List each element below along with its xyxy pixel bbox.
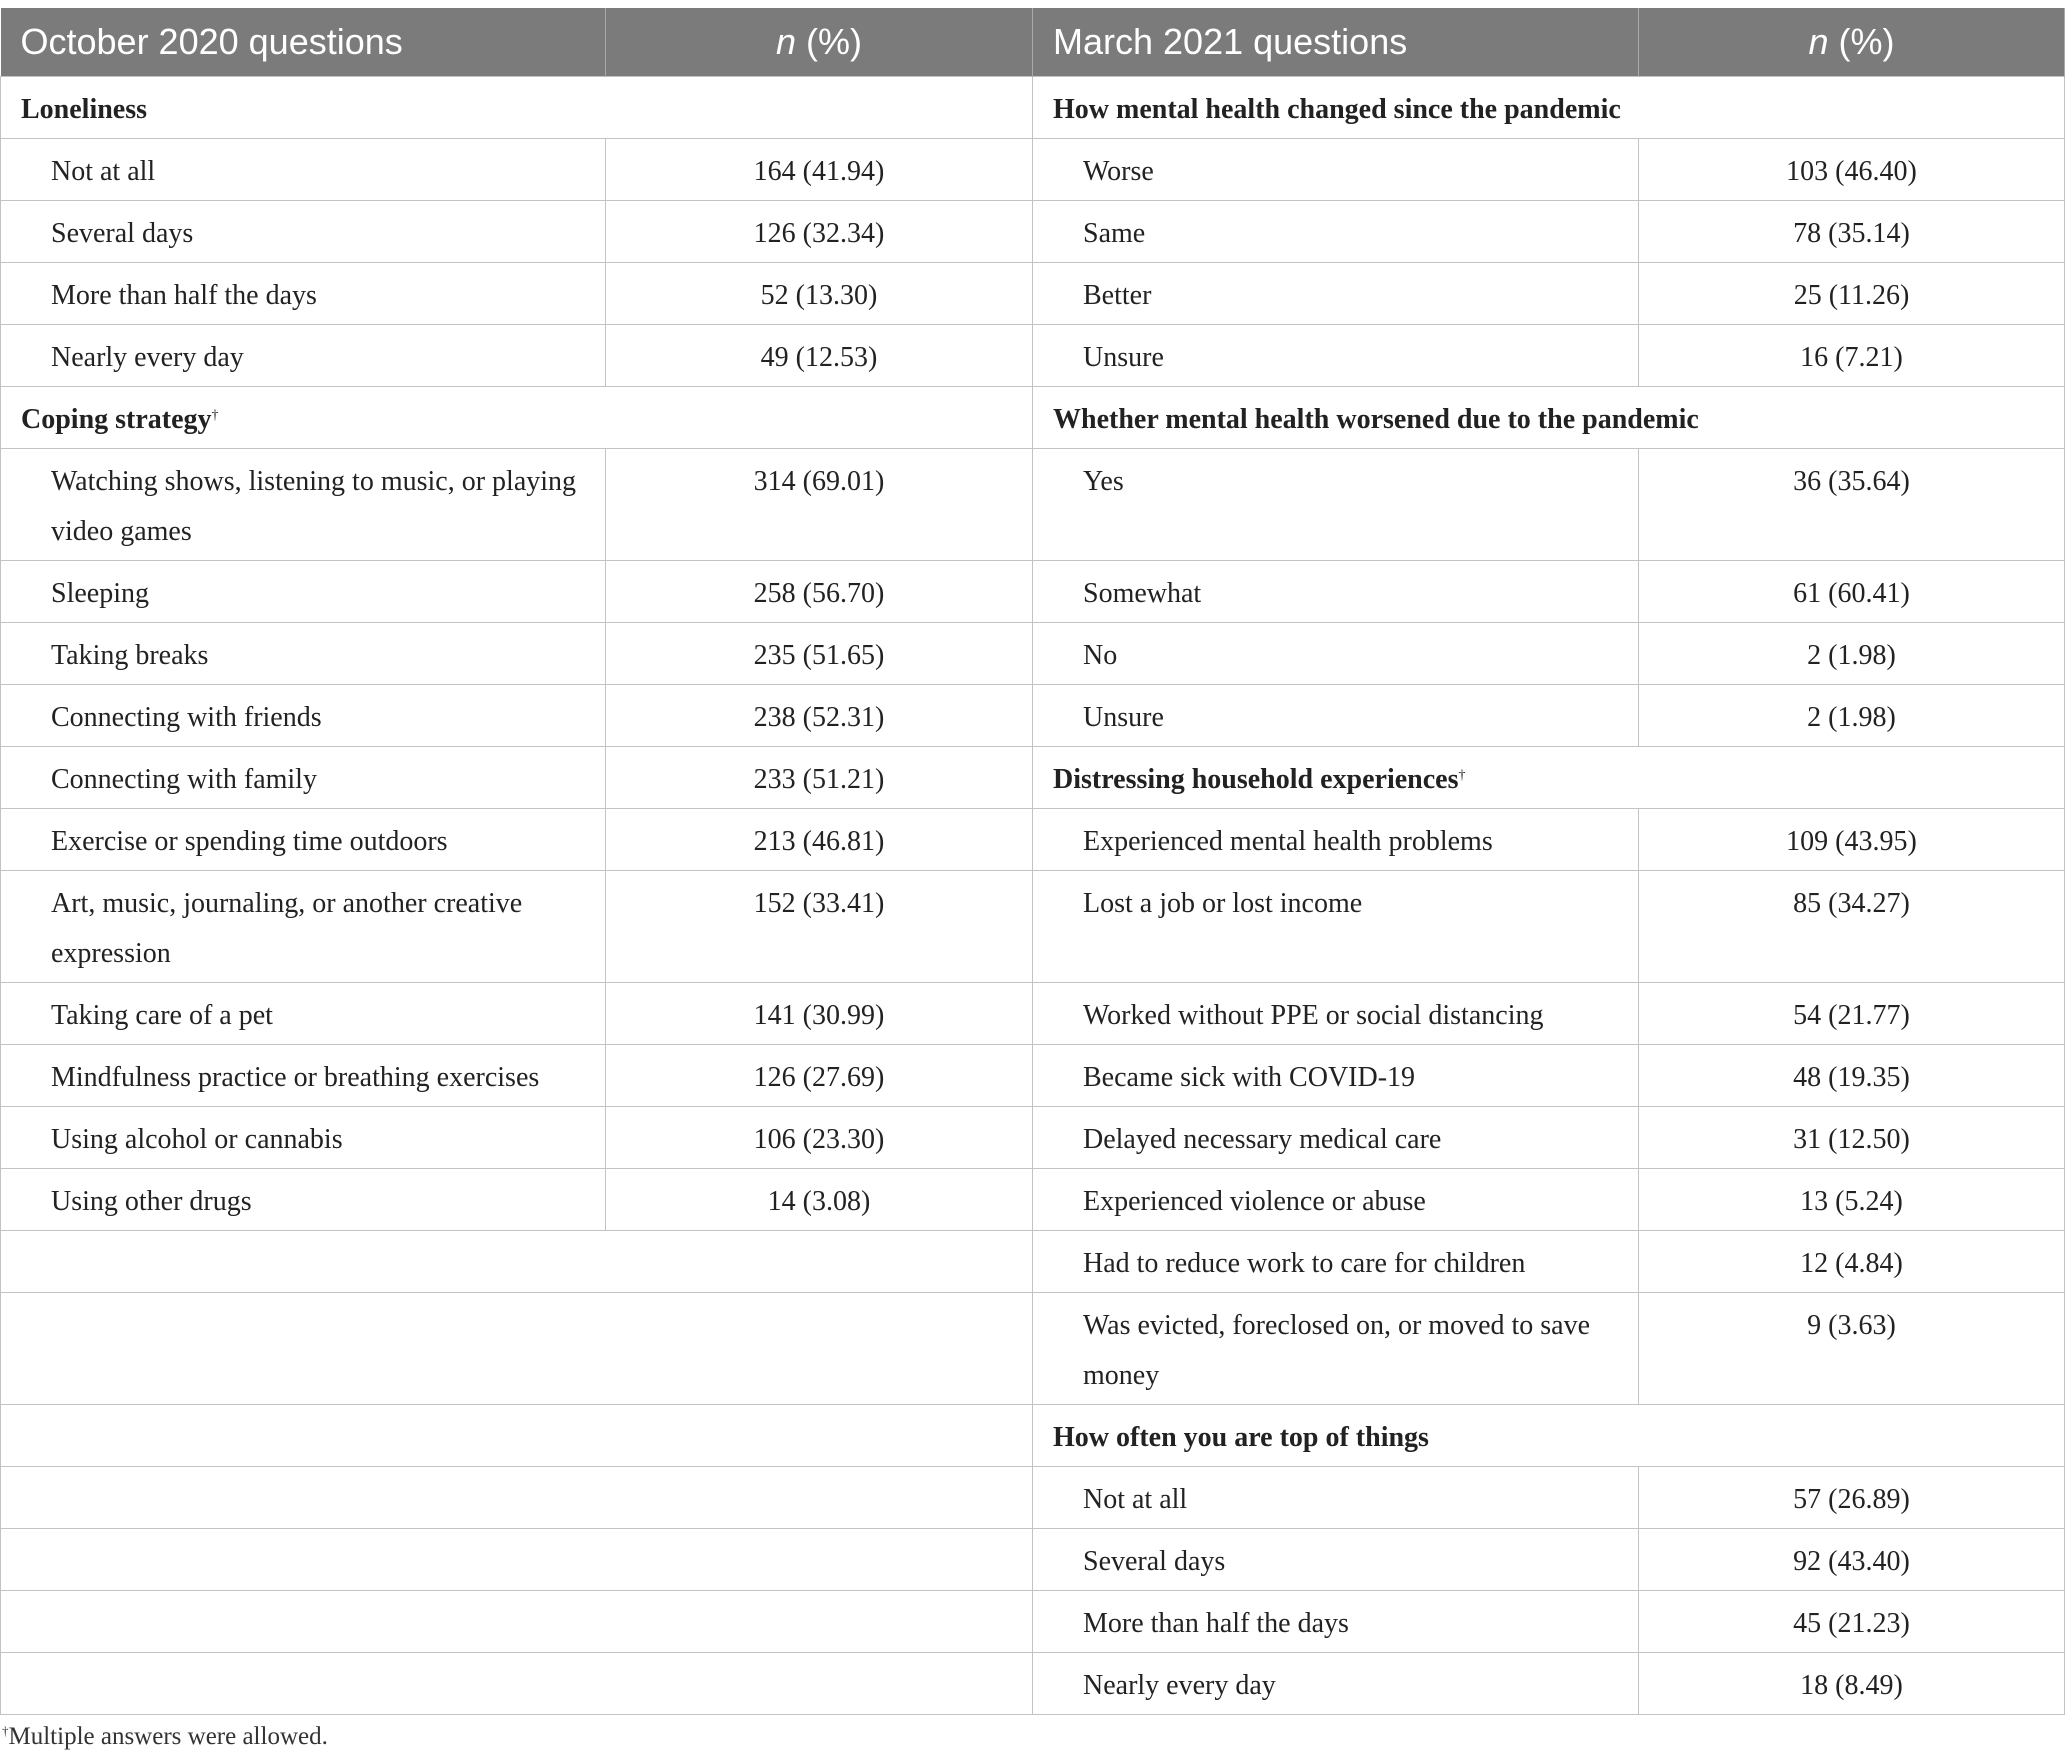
header-october-n-percent bbox=[606, 8, 1033, 77]
march-item-value: 2 (1.98) bbox=[1639, 685, 2065, 747]
dagger-mark: † bbox=[1458, 768, 1466, 783]
header-n-italic: n bbox=[775, 21, 797, 62]
table-row bbox=[1, 561, 2065, 623]
march-item-value: 31 (12.50) bbox=[1639, 1107, 2065, 1169]
october-item-value: 106 (23.30) bbox=[606, 1107, 1033, 1169]
october-item-value: 126 (32.34) bbox=[606, 201, 1033, 263]
march-item-value: 25 (11.26) bbox=[1639, 263, 2065, 325]
march-section-heading bbox=[1033, 387, 2065, 449]
march-item-value: 16 (7.21) bbox=[1639, 325, 2065, 387]
march-item-value: 61 (60.41) bbox=[1639, 561, 2065, 623]
october-section-heading bbox=[1, 77, 1033, 139]
march-item-label: More than half the days bbox=[1033, 1591, 1639, 1653]
table-row bbox=[1, 263, 2065, 325]
march-item-value: 85 (34.27) bbox=[1639, 871, 2065, 983]
october-item-value: 52 (13.30) bbox=[606, 263, 1033, 325]
table-row bbox=[1, 1293, 2065, 1405]
march-item-value: 92 (43.40) bbox=[1639, 1529, 2065, 1591]
october-item-label: Connecting with family bbox=[1, 747, 606, 809]
march-item-label: Not at all bbox=[1033, 1467, 1639, 1529]
march-item-value: 54 (21.77) bbox=[1639, 983, 2065, 1045]
dagger-mark: † bbox=[211, 408, 219, 423]
march-item-label: Somewhat bbox=[1033, 561, 1639, 623]
october-item-label: Not at all bbox=[1, 139, 606, 201]
table-row bbox=[1, 1529, 2065, 1591]
october-item-label: Watching shows, listening to music, or playing video games bbox=[1, 449, 606, 561]
october-item-value: 258 (56.70) bbox=[606, 561, 1033, 623]
header-october-questions: October 2020 questions bbox=[1, 8, 606, 77]
table-row bbox=[1, 1467, 2065, 1529]
section-label: Distressing household experiences bbox=[1053, 764, 1459, 795]
october-empty-cell bbox=[1, 1231, 1033, 1293]
march-section-heading bbox=[1033, 77, 2065, 139]
march-item-value: 103 (46.40) bbox=[1639, 139, 2065, 201]
march-item-label: Experienced violence or abuse bbox=[1033, 1169, 1639, 1231]
march-item-label: Became sick with COVID-19 bbox=[1033, 1045, 1639, 1107]
march-item-label: Worked without PPE or social distancing bbox=[1033, 983, 1639, 1045]
october-item-label: Exercise or spending time outdoors bbox=[1, 809, 606, 871]
march-item-label: Worse bbox=[1033, 139, 1639, 201]
october-item-value: 49 (12.53) bbox=[606, 325, 1033, 387]
march-item-value: 48 (19.35) bbox=[1639, 1045, 2065, 1107]
table-row bbox=[1, 449, 2065, 561]
footnote-text: Multiple answers were allowed. bbox=[8, 1723, 328, 1750]
table-container bbox=[0, 8, 2067, 1751]
october-item-label: Mindfulness practice or breathing exercises bbox=[1, 1045, 606, 1107]
footnote-dagger: † bbox=[2, 1723, 9, 1738]
table-row bbox=[1, 871, 2065, 983]
march-item-value: 12 (4.84) bbox=[1639, 1231, 2065, 1293]
october-item-label: More than half the days bbox=[1, 263, 606, 325]
table-row bbox=[1, 387, 2065, 449]
october-item-value: 14 (3.08) bbox=[606, 1169, 1033, 1231]
october-item-label: Using other drugs bbox=[1, 1169, 606, 1231]
table-row bbox=[1, 747, 2065, 809]
october-empty-cell bbox=[1, 1653, 1033, 1715]
table-row bbox=[1, 983, 2065, 1045]
october-item-value: 126 (27.69) bbox=[606, 1045, 1033, 1107]
march-item-label: Nearly every day bbox=[1033, 1653, 1639, 1715]
march-item-label: Several days bbox=[1033, 1529, 1639, 1591]
header-n-italic: n bbox=[1808, 21, 1829, 62]
october-item-value: 314 (69.01) bbox=[606, 449, 1033, 561]
october-item-label: Connecting with friends bbox=[1, 685, 606, 747]
march-item-label: Was evicted, foreclosed on, or moved to save money bbox=[1033, 1293, 1639, 1405]
october-item-value: 152 (33.41) bbox=[606, 871, 1033, 983]
march-item-label: No bbox=[1033, 623, 1639, 685]
october-item-value: 141 (30.99) bbox=[606, 983, 1033, 1045]
october-item-value: 235 (51.65) bbox=[606, 623, 1033, 685]
table-header-row bbox=[1, 8, 2065, 77]
march-item-value: 2 (1.98) bbox=[1639, 623, 2065, 685]
table-footnote bbox=[2, 1723, 2067, 1751]
header-percent: (%) bbox=[796, 21, 863, 62]
header-percent: (%) bbox=[1828, 21, 1895, 62]
october-section-heading bbox=[1, 387, 1033, 449]
march-item-value: 109 (43.95) bbox=[1639, 809, 2065, 871]
table-row bbox=[1, 1045, 2065, 1107]
october-empty-cell bbox=[1, 1591, 1033, 1653]
october-empty-cell bbox=[1, 1405, 1033, 1467]
table-row bbox=[1, 1169, 2065, 1231]
table-row bbox=[1, 325, 2065, 387]
march-item-value: 13 (5.24) bbox=[1639, 1169, 2065, 1231]
table-row bbox=[1, 809, 2065, 871]
october-empty-cell bbox=[1, 1529, 1033, 1591]
section-label: How often you are top of things bbox=[1053, 1422, 1429, 1453]
section-label: Coping strategy bbox=[21, 404, 212, 435]
march-item-label: Yes bbox=[1033, 449, 1639, 561]
march-item-label: Unsure bbox=[1033, 685, 1639, 747]
table-row bbox=[1, 1231, 2065, 1293]
table-row bbox=[1, 623, 2065, 685]
march-item-value: 78 (35.14) bbox=[1639, 201, 2065, 263]
table-body bbox=[1, 77, 2065, 1715]
survey-results-table bbox=[0, 8, 2065, 1715]
october-empty-cell bbox=[1, 1467, 1033, 1529]
march-item-label: Experienced mental health problems bbox=[1033, 809, 1639, 871]
march-item-value: 18 (8.49) bbox=[1639, 1653, 2065, 1715]
table-row bbox=[1, 685, 2065, 747]
october-item-label: Nearly every day bbox=[1, 325, 606, 387]
header-march-n-percent bbox=[1639, 8, 2065, 77]
march-item-label: Unsure bbox=[1033, 325, 1639, 387]
march-section-heading bbox=[1033, 1405, 2065, 1467]
section-label: Loneliness bbox=[21, 94, 148, 125]
header-march-questions: March 2021 questions bbox=[1033, 8, 1639, 77]
table-row bbox=[1, 1107, 2065, 1169]
october-item-label: Art, music, journaling, or another creative expression bbox=[1, 871, 606, 983]
table-row bbox=[1, 77, 2065, 139]
october-empty-cell bbox=[1, 1293, 1033, 1405]
march-item-value: 57 (26.89) bbox=[1639, 1467, 2065, 1529]
october-item-label: Taking breaks bbox=[1, 623, 606, 685]
table-row bbox=[1, 1591, 2065, 1653]
october-item-label: Sleeping bbox=[1, 561, 606, 623]
section-label: How mental health changed since the pandemic bbox=[1053, 94, 1621, 125]
march-item-label: Lost a job or lost income bbox=[1033, 871, 1639, 983]
march-section-heading bbox=[1033, 747, 2065, 809]
march-item-label: Delayed necessary medical care bbox=[1033, 1107, 1639, 1169]
table-row bbox=[1, 201, 2065, 263]
october-item-value: 238 (52.31) bbox=[606, 685, 1033, 747]
march-item-value: 45 (21.23) bbox=[1639, 1591, 2065, 1653]
march-item-value: 9 (3.63) bbox=[1639, 1293, 2065, 1405]
october-item-label: Several days bbox=[1, 201, 606, 263]
march-item-label: Same bbox=[1033, 201, 1639, 263]
table-row bbox=[1, 1405, 2065, 1467]
october-item-value: 233 (51.21) bbox=[606, 747, 1033, 809]
march-item-label: Had to reduce work to care for children bbox=[1033, 1231, 1639, 1293]
table-row bbox=[1, 1653, 2065, 1715]
october-item-label: Using alcohol or cannabis bbox=[1, 1107, 606, 1169]
october-item-label: Taking care of a pet bbox=[1, 983, 606, 1045]
october-item-value: 164 (41.94) bbox=[606, 139, 1033, 201]
section-label: Whether mental health worsened due to the pandemic bbox=[1053, 404, 1699, 435]
october-item-value: 213 (46.81) bbox=[606, 809, 1033, 871]
march-item-value: 36 (35.64) bbox=[1639, 449, 2065, 561]
table-row bbox=[1, 139, 2065, 201]
march-item-label: Better bbox=[1033, 263, 1639, 325]
